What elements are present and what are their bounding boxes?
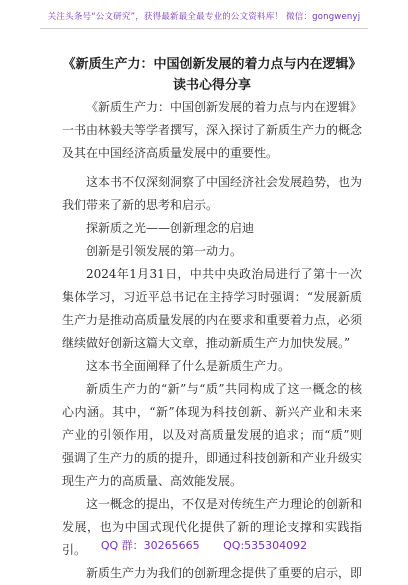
paragraph: 创新是引领发展的第一动力。 [86,244,243,258]
header-banner: 关注头条号“公文研究”，获得最新最全最专业的公文资料库！ 微信：gongwenyj [47,12,361,22]
qq-group-number: QQ 群：30265665 [100,539,200,552]
paragraph: 这一概念的提出，不仅是对传统生产力理论的创新和发展，也为中国式现代化提供了新的理论支撑和实践指引。 [62,497,363,557]
paragraph: 新质生产力的“新”与“质”共同构成了这一概念的核心内涵。其中，“新”体现为科技创新、新兴产业和未来产业的引领作用，以及对高质量发展的追求；而“质”则强调了生产力的质的提升，即通过科技创新和产业升级实现生产力的高质量、高效能发展。 [62,382,363,488]
document-body [62,96,362,585]
paragraph: 这本书不仅深刻洞察了中国经济社会发展趋势，也为我们带来了新的思考和启示。 [62,175,363,212]
document-title: 《新质生产力：中国创新发展的着力点与内在逻辑》读书心得分享 [62,57,362,93]
paragraph: 2024年1月31日，中共中央政治局进行了第十一次集体学习，习近平总书记在主持学习时强调：“发展新质生产力是推动高质量发展的内在要求和重要着力点，必须继续做好创新这篇大文章，推动新质生产力加快发展。” [62,267,363,350]
paragraph: 新质生产力为我们的创新理念提供了重要的启示，即 [86,566,363,580]
paragraph: 这本书全面阐释了什么是新质生产力。 [86,359,291,373]
paragraph: 《新质生产力：中国创新发展的着力点与内在逻辑》一书由林毅夫等学者撰写，深入探讨了新质生产力的概念及其在中国经济高质量发展中的重要性。 [62,100,363,160]
section-heading: 探新质之光——创新理念的启迪 [86,221,255,235]
footer-contacts [0,537,408,553]
qq-number: QQ:535304092 [223,539,308,552]
header-divider [40,28,368,29]
